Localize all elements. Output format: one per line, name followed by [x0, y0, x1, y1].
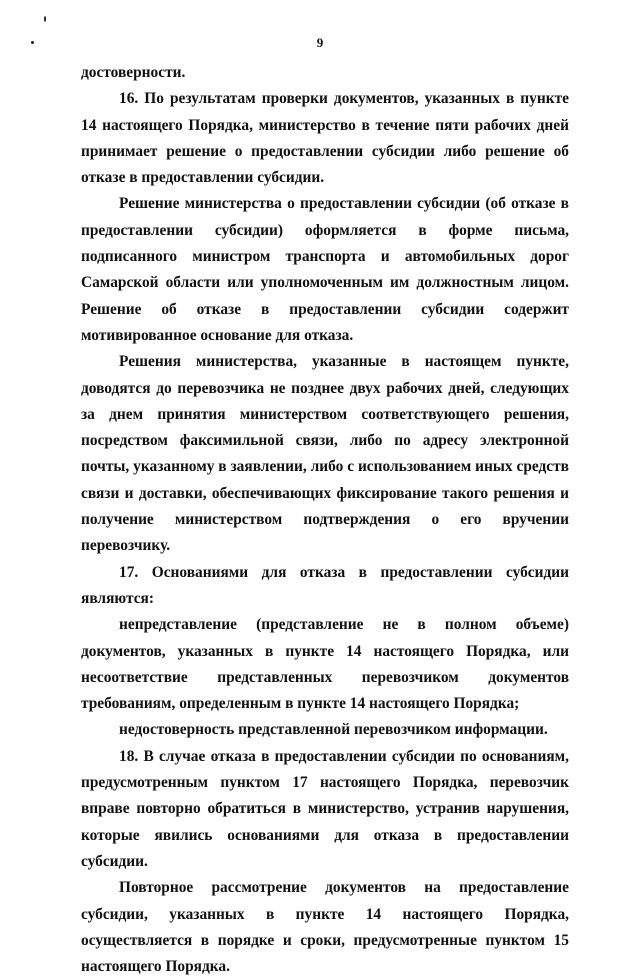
- paragraph-resubmission: Повторное рассмотрение документов на предоставление субсидии, указанных в пункте 14 настоящего Порядка, осуществляется в порядке и сроки, предусмотренные пунктом 15 настоящего Порядка.: [81, 879, 569, 976]
- paragraph-ground-1: непредставление (представление не в полном объеме) документов, указанных в пункте 14 настоящего Порядка, или несоответствие представленных перевозчиком документов требованиям, определенным в пункте 14 настоящего Порядка;: [81, 616, 569, 713]
- paragraph-continuation: достоверности.: [81, 64, 186, 81]
- paragraph-item-16: 16. По результатам проверки документов, указанных в пункте 14 настоящего Порядка, министерство в течение пяти рабочих дней принимает решение о предоставлении субсидии либо решение об отказе в предоставлении субсидии.: [81, 90, 569, 187]
- paragraph-item-17: 17. Основаниями для отказа в предоставлении субсидии являются:: [81, 563, 569, 607]
- paragraph-decision-delivery: Решения министерства, указанные в настоящем пункте, доводятся до перевозчика не позднее двух рабочих дней, следующих за днем принятия министерством соответствующего решения, посредством факсимильной связи, либо по адресу электронной почты, указанному в заявлении, либо с использованием иных средств связи и доставки, обеспечивающих фиксирование такого решения и получение министерством подтверждения о его вручении перевозчику.: [81, 353, 569, 555]
- document-body: [81, 60, 569, 980]
- scan-speck: [44, 16, 46, 22]
- paragraph-ground-2: недостоверность представленной перевозчиком информации.: [119, 721, 548, 739]
- paragraph-decision-form: Решение министерства о предоставлении субсидии (об отказе в предоставлении субсидии) оформляется в форме письма, подписанного министром транспорта и автомобильных дорог Самарской области или уполномоченным им должностным лицом. Решение об отказе в предоставлении субсидии содержит мотивированное основание для отказа.: [81, 195, 569, 344]
- page-number: 9: [316, 35, 324, 50]
- paragraph-item-18: 18. В случае отказа в предоставлении субсидии по основаниям, предусмотренным пунктом 17 настоящего Порядка, перевозчик вправе повторно обратиться в министерство, устранив нарушения, которые явились основаниями для отказа в предоставлении субсидии.: [81, 747, 569, 870]
